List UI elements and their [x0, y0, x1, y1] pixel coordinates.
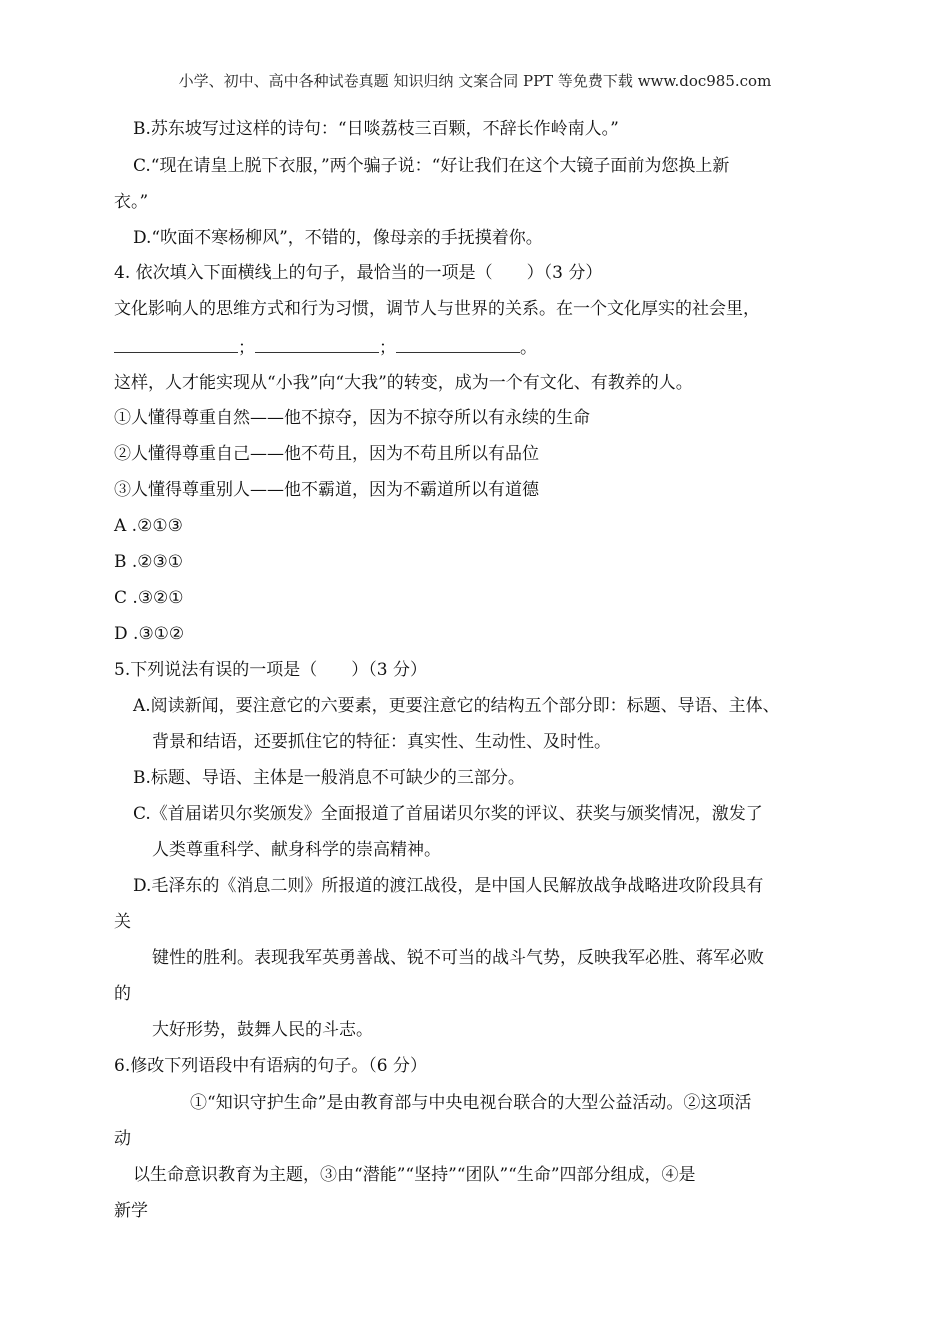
q6-stem: 6.修改下列语段中有语病的句子。（6 分）	[114, 1056, 427, 1076]
q5-option-b: B.标题、导语、主体是一般消息不可缺少的三部分。	[133, 768, 525, 788]
q4-option-b: B .②③①	[114, 552, 184, 572]
q5-option-c-line2: 人类尊重科学、献身科学的崇高精神。	[152, 840, 441, 860]
q3-option-c-line1: C.“现在请皇上脱下衣服，”两个骗子说：“好让我们在这个大镜子面前为您换上新	[133, 156, 730, 176]
q5-option-d-line4: 的	[114, 984, 131, 1004]
q5-option-d-line5: 大好形势，鼓舞人民的斗志。	[152, 1020, 373, 1040]
q5-option-d-line2: 关	[114, 912, 131, 932]
page-header: 小学、初中、高中各种试卷真题 知识归纳 文案合同 PPT 等免费下载 www.doc985.com	[178, 72, 772, 90]
q3-option-d: D.“吹面不寒杨柳风”，不错的，像母亲的手抚摸着你。	[133, 228, 543, 248]
q4-stem: 4. 依次填入下面横线上的句子，最恰当的一项是（ ）（3 分）	[114, 263, 603, 283]
blank-3[interactable]	[396, 336, 520, 353]
q5-option-a-line1: A.阅读新闻，要注意它的六要素，更要注意它的结构五个部分即：标题、导语、主体、	[133, 696, 780, 716]
q4-item-1: ①人懂得尊重自然——他不掠夺，因为不掠夺所以有永续的生命	[114, 408, 590, 428]
q3-option-b: B.苏东坡写过这样的诗句：“日啖荔枝三百颗，不辞长作岭南人。”	[133, 119, 619, 139]
blank-1[interactable]	[114, 336, 238, 353]
q6-passage-line2: 动	[114, 1129, 131, 1149]
q5-option-c-line1: C.《首届诺贝尔奖颁发》全面报道了首届诺贝尔奖的评议、获奖与颁奖情况，激发了	[133, 804, 763, 824]
q5-option-a-line2: 背景和结语，还要抓住它的特征：真实性、生动性、及时性。	[152, 732, 611, 752]
q5-stem: 5.下列说法有误的一项是（ ）（3 分）	[114, 660, 427, 680]
q4-text-2: 这样，人才能实现从“小我”向“大我”的转变，成为一个有文化、有教养的人。	[114, 373, 693, 393]
blank-2[interactable]	[255, 336, 379, 353]
q4-option-d: D .③①②	[114, 624, 185, 644]
q4-text-1: 文化影响人的思维方式和行为习惯，调节人与世界的关系。在一个文化厚实的社会里，	[114, 299, 760, 319]
q5-option-d-line3: 键性的胜利。表现我军英勇善战、锐不可当的战斗气势，反映我军必胜、蒋军必败	[152, 948, 764, 968]
q4-option-a: A .②①③	[114, 516, 183, 536]
q4-blanks-line	[114, 336, 537, 359]
q4-option-c: C .③②①	[114, 588, 184, 608]
q4-item-2: ②人懂得尊重自己——他不苟且，因为不苟且所以有品位	[114, 444, 539, 464]
q3-option-c-line2: 衣。”	[114, 192, 149, 212]
q4-item-3: ③人懂得尊重别人——他不霸道，因为不霸道所以有道德	[114, 480, 539, 500]
q5-option-d-line1: D.毛泽东的《消息二则》所报道的渡江战役，是中国人民解放战争战略进攻阶段具有	[133, 876, 764, 896]
blank-sep-1: ；	[238, 338, 255, 358]
q6-passage-line1: ①“知识守护生命”是由教育部与中央电视台联合的大型公益活动。②这项活	[190, 1093, 752, 1113]
q6-passage-line4: 新学	[114, 1201, 148, 1221]
blank-end: 。	[520, 338, 537, 358]
blank-sep-2: ；	[379, 338, 396, 358]
q6-passage-line3: 以生命意识教育为主题，③由“潜能”“坚持”“团队”“生命”四部分组成，④是	[133, 1165, 696, 1185]
